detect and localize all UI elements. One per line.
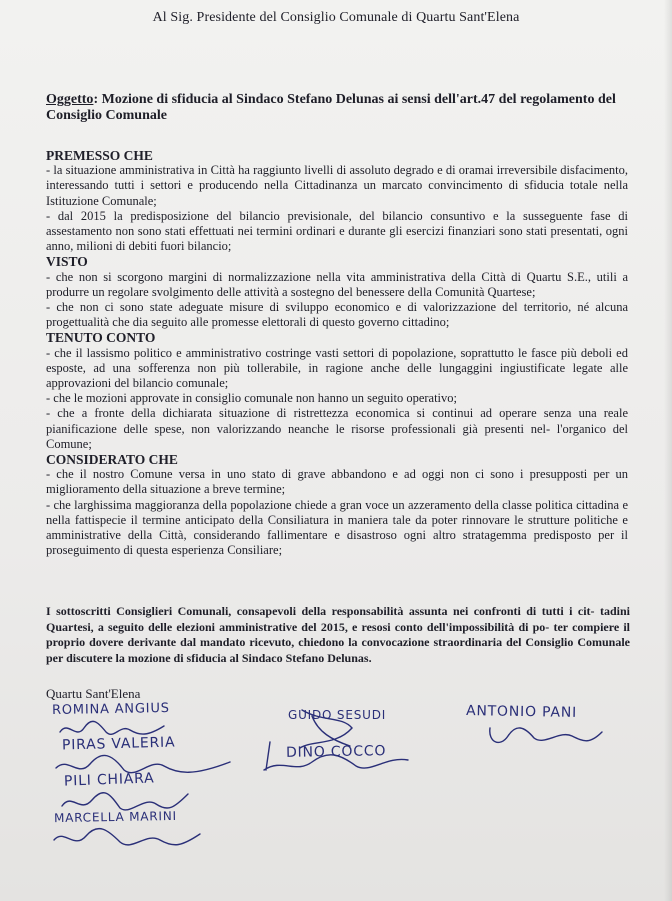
subject-label: Oggetto <box>46 92 94 107</box>
section-item: - che il lassismo politico e amministrativo costringe vasti settori di popolazione, soprattutto le fasce più deboli ed esposte, ad una sofferenza non più tollerabile, in ragione anche delle lungaggini ingiustificate legate alle approvazioni del bilancio comunale; <box>46 345 628 391</box>
section-item: - che il nostro Comune versa in uno stato di grave abbandono e ad oggi non ci sono i presupposti per un miglioramento della situazione a breve termine; <box>46 467 628 497</box>
section-item: - la situazione amministrativa in Città ha raggiunto livelli di assoluto degrado e di oramai irreversibile disfacimento, interessando tutti i settori e producendo nella Cittadinanza un marcato convincimento di sfiducia totale nella Istituzione Comunale; <box>46 163 628 208</box>
signature-sesudi: GUIDO SESUDI <box>288 708 387 722</box>
section-heading-visto: VISTO <box>46 254 88 270</box>
section-item: - che non ci sono state adeguate misure di sviluppo economico e di valorizzazione del territorio, né alcuna progettualità che dia seguito alle promesse elettorali di questo governo cittadino; <box>46 300 628 330</box>
section-heading-premesso: PREMESSO CHE <box>46 148 153 163</box>
signature-cocco-scrawl <box>262 740 412 774</box>
signature-pani-scrawl <box>486 722 606 750</box>
signature-cocco: DINO COCCO <box>285 743 387 761</box>
section-heading-considerato: CONSIDERATO CHE <box>46 452 178 468</box>
place-line: Quartu Sant'Elena <box>46 686 141 701</box>
section-item: - dal 2015 la predisposizione del bilancio previsionale, del bilancio consuntivo e la susseguente fase di assestamento non sono stati effettuati nei termini ordinari e durante gli esercizi finanziari sono stati presentati, ogni anno, milioni di debiti fuori bilancio; <box>46 208 628 254</box>
signature-angius: ROMINA ANGIUS <box>51 700 170 719</box>
subject-line <box>46 92 624 124</box>
signature-marini: MARCELLA MARINI <box>53 808 178 826</box>
signature-pani: ANTONIO PANI <box>465 703 578 721</box>
section-item: - che larghissima maggioranza della popolazione chiede a gran voce un azzeramento della classe politica cittadina e nella fattispecie il termine anticipato della Consiliatura in maniera tale da poter rinnovare le strutture politiche e amministrative della Città, considerando fallimentare e disastroso ogni altro stratagemma predisposto per il proseguimento di questa esperienza Consiliare; <box>46 497 628 558</box>
subject-text: : Mozione di sfiducia al Sindaco Stefano Delunas ai sensi dell'art.47 del regolamento del Consiglio Comunale <box>46 92 616 123</box>
document-body <box>46 148 628 558</box>
section-item: - che a fronte della dichiarata situazione di ristrettezza economica si continui ad operare senza una reale pianificazione delle spese, non valorizzando neanche le risorse professionali già presenti nel- l'organico del Comune; <box>46 406 628 451</box>
signature-marini-scrawl <box>52 826 202 852</box>
addressee-line: Al Sig. Presidente del Consiglio Comunale di Quartu Sant'Elena <box>152 10 520 25</box>
section-item: - che le mozioni approvate in consiglio comunale non hanno un seguito operativo; <box>46 391 458 406</box>
signature-pili: PILI CHIARA <box>63 770 155 790</box>
signature-piras: PIRAS VALERIA <box>61 734 176 754</box>
section-heading-tenuto-conto: TENUTO CONTO <box>46 330 156 346</box>
page-edge-shadow <box>664 0 672 901</box>
conclusion-paragraph: I sottoscritti Consiglieri Comunali, consapevoli della responsabilità assunta nei confronti di tutti i cit- tadini Quartesi, a seguito delle elezioni amministrative del 2015, e resosi conto dell'impossibilità di po- ter compiere il proprio dovere derivante dal mandato ricevuto, chiedono la convocazione straordinaria del Consiglio Comunale per discutere la mozione di sfiducia al Sindaco Stefano Delunas. <box>46 604 630 665</box>
section-item: - che non si scorgono margini di normalizzazione nella vita amministrativa della Città di Quartu S.E., utili a produrre un regolare svolgimento delle attività a sostegno del benessere della Comunità Quartese; <box>46 269 628 299</box>
